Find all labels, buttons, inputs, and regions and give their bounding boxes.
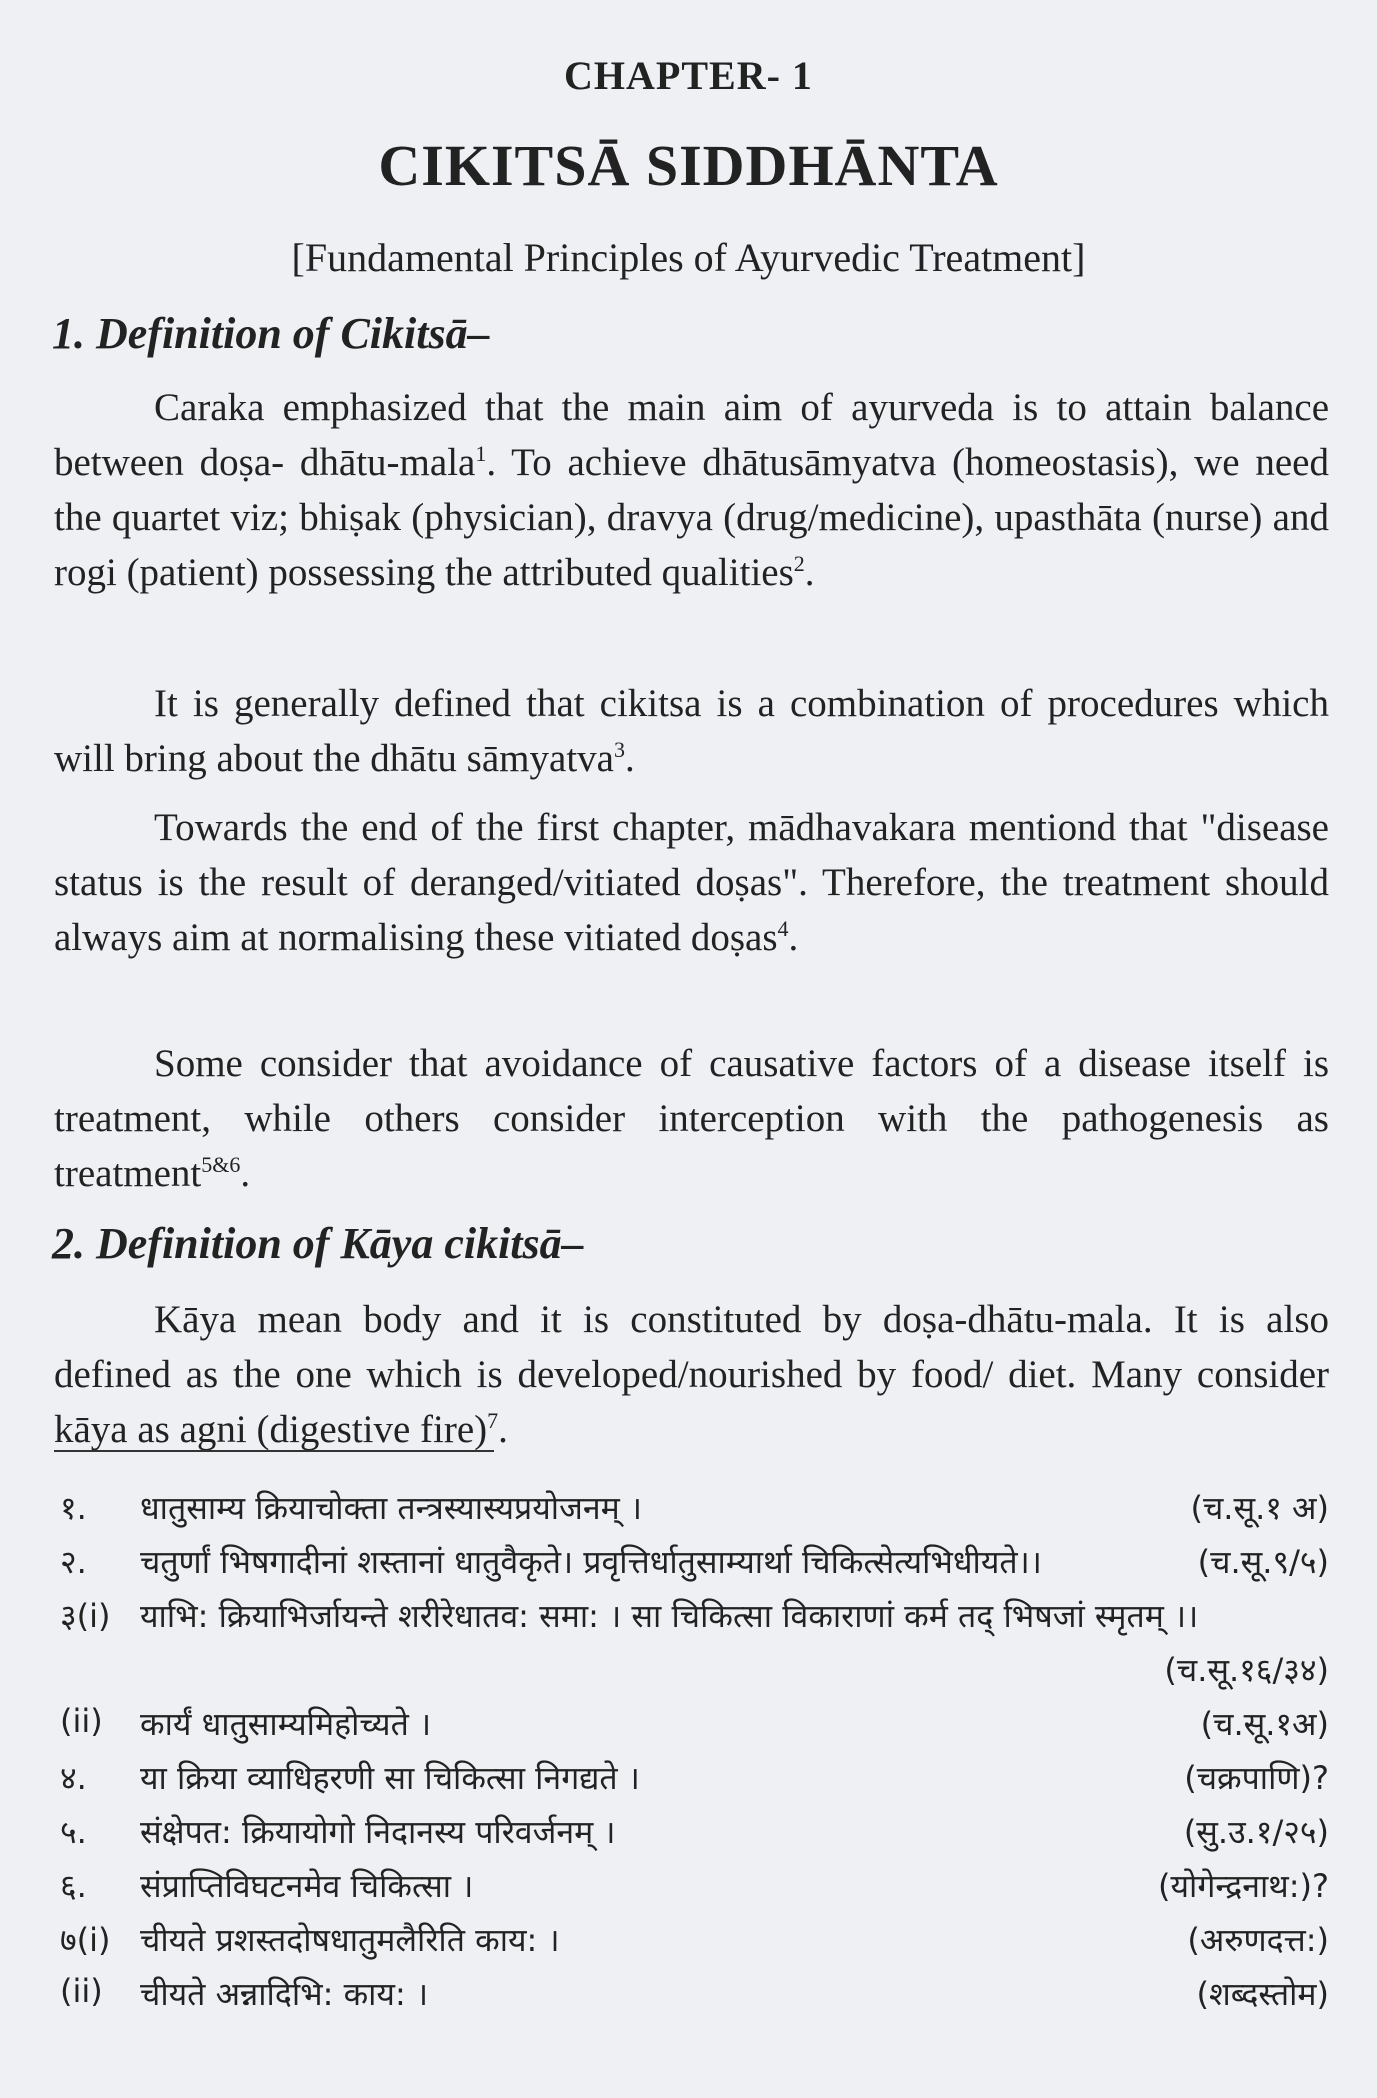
footnote	[54, 1486, 1329, 1532]
paragraph-3-text-a: Towards the end of the first chapter, mādhavakara mentiond that "disease status is the result of deranged/vitiated doṣas". Therefore, the treatment should always aim at normalising these vitiated doṣas	[54, 806, 1329, 959]
paragraph-5-text-a: Kāya mean body and it is constituted by doṣa-dhātu-mala. It is also defined as the one which is developed/nourished by food/ diet. Many consider kāya as agni (digestive fire)	[54, 1298, 1329, 1451]
footnote-text: चतुर्णां भिषगादीनां शस्तानां धातुवैकृते। प्रवृत्तिर्धातुसाम्यार्था चिकित्सेत्यभिधीयते।।	[140, 1543, 1042, 1581]
footnote-number: (ii)	[60, 1702, 103, 1740]
paragraph-4-text-b: .	[240, 1152, 251, 1195]
footnote-text: धातुसाम्य क्रियाचोक्ता तन्त्रस्यास्यप्रयोजनम् ।	[140, 1489, 643, 1527]
paragraph-3	[54, 800, 1329, 965]
footnote-source: (च.सू.९/५)	[1197, 1543, 1329, 1581]
footnote-number: (ii)	[60, 1972, 103, 2010]
footnote	[54, 1594, 1329, 1640]
paragraph-2-text-a: It is generally defined that cikitsa is a combination of procedures which will bring about the dhātu sāmyatva	[54, 682, 1329, 780]
paragraph-5-text-b: .	[498, 1408, 508, 1451]
footnote-text: चीयते अन्नादिभि: काय: ।	[140, 1975, 429, 2013]
footnote	[54, 1864, 1329, 1910]
footnote-ref-1: 1	[475, 441, 487, 466]
footnote-divider	[54, 1450, 494, 1452]
paragraph-1-text-a: Caraka emphasized that the main aim of ayurveda is to attain balance between doṣa- dhātu-mala	[54, 386, 1329, 484]
footnote	[54, 1756, 1329, 1802]
footnote-source: (शब्दस्तोम)	[1196, 1975, 1329, 2013]
footnote	[54, 1810, 1329, 1856]
footnote-source: (च.सू.१ अ)	[1190, 1489, 1329, 1527]
footnote-text: चीयते प्रशस्तदोषधातुमलैरिति काय: ।	[140, 1921, 560, 1959]
footnote-source: (च.सू.१६/३४)	[1164, 1651, 1329, 1689]
paragraph-2	[54, 676, 1329, 786]
footnote-source: (योगेन्द्रनाथ:)?	[1158, 1867, 1329, 1905]
chapter-title: CIKITSĀ SIDDHĀNTA	[378, 133, 999, 198]
paragraph-5	[54, 1292, 1329, 1457]
footnote-source: (चक्रपाणि)?	[1184, 1759, 1329, 1797]
footnote-text: संक्षेपत: क्रियायोगो निदानस्य परिवर्जनम् ।	[140, 1813, 616, 1851]
footnote-text: संप्राप्तिविघटनमेव चिकित्सा ।	[140, 1867, 474, 1905]
footnote-number: ६.	[60, 1867, 87, 1905]
footnote-text: या क्रिया व्याधिहरणी सा चिकित्सा निगद्यते ।	[140, 1759, 640, 1797]
footnote-ref-7: 7	[487, 1408, 499, 1433]
footnote-number: २.	[60, 1543, 87, 1581]
footnote-number: ३(i)	[60, 1597, 111, 1635]
footnote	[54, 1972, 1329, 2018]
chapter-subtitle: [Fundamental Principles of Ayurvedic Treatment]	[291, 235, 1086, 280]
footnote-ref-2: 2	[793, 551, 805, 576]
footnote	[54, 1918, 1329, 1964]
footnote-source: (अरुणदत्त:)	[1187, 1921, 1329, 1959]
footnote-text: याभि: क्रियाभिर्जायन्ते शरीरेधातव: समा: । सा चिकित्सा विकाराणां कर्म तद् भिषजां स्मृतम् ।।	[140, 1597, 1199, 1635]
footnote-number: ५.	[60, 1813, 87, 1851]
paragraph-2-text-b: .	[624, 737, 635, 780]
footnote-number: ७(i)	[60, 1921, 111, 1959]
paragraph-1-text-b: . To achieve dhātusāmyatva (homeostasis), we need the quartet viz; bhiṣak (physician), dravya (drug/medicine), upasthāta (nurse) and rogi (patient) possessing the attributed qualities	[54, 441, 1329, 594]
footnote-ref-3: 3	[613, 737, 625, 762]
footnote-source: (सु.उ.१/२५)	[1183, 1813, 1329, 1851]
footnote-ref-5-6: 5&6	[201, 1152, 241, 1177]
section-heading-1: 1. Definition of Cikitsā–	[52, 309, 490, 358]
paragraph-4	[54, 1036, 1329, 1201]
footnote-number: ४.	[60, 1759, 87, 1797]
footnote-number: १.	[60, 1489, 87, 1527]
footnote	[54, 1702, 1329, 1748]
paragraph-1-text-c: .	[804, 551, 815, 594]
paragraph-3-text-b: .	[788, 916, 799, 959]
footnote	[54, 1540, 1329, 1586]
section-heading-2: 2. Definition of Kāya cikitsā–	[52, 1219, 584, 1268]
footnote-source: (च.सू.१अ)	[1200, 1705, 1329, 1743]
paragraph-4-text-a: Some consider that avoidance of causative factors of a disease itself is treatment, while others consider interception with the pathogenesis as treatment	[54, 1042, 1329, 1195]
footnote-ref-4: 4	[777, 916, 789, 941]
paragraph-1	[54, 380, 1329, 600]
chapter-label: CHAPTER- 1	[564, 53, 813, 98]
footnote	[54, 1648, 1329, 1694]
footnote-text: कार्यं धातुसाम्यमिहोच्यते ।	[140, 1705, 432, 1743]
